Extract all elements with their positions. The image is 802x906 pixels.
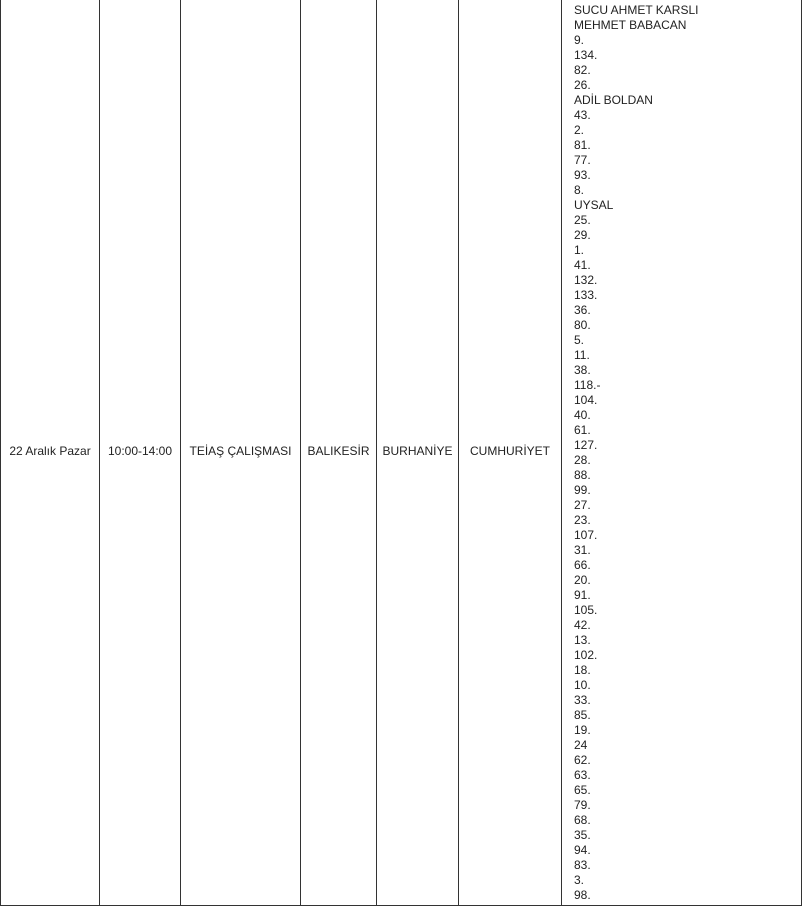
street-item: 85. — [574, 708, 591, 722]
street-item: 102. — [574, 648, 598, 662]
street-item: 68. — [574, 813, 591, 827]
street-item: 41. — [574, 258, 591, 272]
street-item: 27. — [574, 498, 591, 512]
table-row — [1, 0, 802, 906]
street-item: 83. — [574, 858, 591, 872]
street-item: 88. — [574, 468, 591, 482]
street-item: 81. — [574, 138, 591, 152]
street-item: 132. — [574, 273, 598, 287]
street-item: 134. — [574, 48, 598, 62]
street-item: 36. — [574, 303, 591, 317]
street-item: 105. — [574, 603, 598, 617]
street-item: 29. — [574, 228, 591, 242]
street-item: 63. — [574, 768, 591, 782]
street-item: 31. — [574, 543, 591, 557]
street-item: 40. — [574, 408, 591, 422]
street-item: 77. — [574, 153, 591, 167]
street-item: 127. — [574, 438, 598, 452]
streets-cell — [562, 0, 802, 906]
street-list — [574, 3, 801, 903]
street-item: 94. — [574, 843, 591, 857]
district-cell: BURHANİYE — [377, 0, 459, 906]
street-item: 104. — [574, 393, 598, 407]
street-item: 79. — [574, 798, 591, 812]
street-item: 61. — [574, 423, 591, 437]
time-cell: 10:00-14:00 — [100, 0, 181, 906]
street-item: 3. — [574, 873, 585, 887]
street-item: ADİL BOLDAN — [574, 93, 653, 107]
street-item: SUCU AHMET KARSLI — [574, 3, 699, 17]
street-item: 133. — [574, 288, 598, 302]
street-item: 62. — [574, 753, 591, 767]
street-item: 43. — [574, 108, 591, 122]
street-item: 93. — [574, 168, 591, 182]
street-item: 28. — [574, 453, 591, 467]
date-cell: 22 Aralık Pazar — [1, 0, 100, 906]
street-item: 33. — [574, 693, 591, 707]
street-item: 13. — [574, 633, 591, 647]
street-item: 5. — [574, 333, 585, 347]
street-item: 82. — [574, 63, 591, 77]
street-item: 19. — [574, 723, 591, 737]
street-item: 118.- — [574, 378, 601, 392]
street-item: 91. — [574, 588, 591, 602]
street-item: 98. — [574, 888, 591, 902]
street-item: 99. — [574, 483, 591, 497]
street-item: 80. — [574, 318, 591, 332]
street-item: 42. — [574, 618, 591, 632]
reason-cell: TEİAŞ ÇALIŞMASI — [181, 0, 301, 906]
street-item: 24 — [574, 738, 588, 752]
street-item: 35. — [574, 828, 591, 842]
street-item: 65. — [574, 783, 591, 797]
street-item: 66. — [574, 558, 591, 572]
street-item: UYSAL — [574, 198, 614, 212]
street-item: 38. — [574, 363, 591, 377]
street-item: 26. — [574, 78, 591, 92]
street-item: 25. — [574, 213, 591, 227]
street-item: 11. — [574, 348, 590, 362]
street-item: 9. — [574, 33, 585, 47]
street-item: 20. — [574, 573, 591, 587]
street-item: 10. — [574, 678, 591, 692]
neighborhood-cell: CUMHURİYET — [459, 0, 562, 906]
street-item: 1. — [574, 243, 585, 257]
street-item: 23. — [574, 513, 591, 527]
street-item: 8. — [574, 183, 585, 197]
street-item: 107. — [574, 528, 598, 542]
city-cell: BALIKESİR — [301, 0, 377, 906]
street-item: 18. — [574, 663, 591, 677]
street-item: 2. — [574, 123, 585, 137]
street-item: MEHMET BABACAN — [574, 18, 687, 32]
